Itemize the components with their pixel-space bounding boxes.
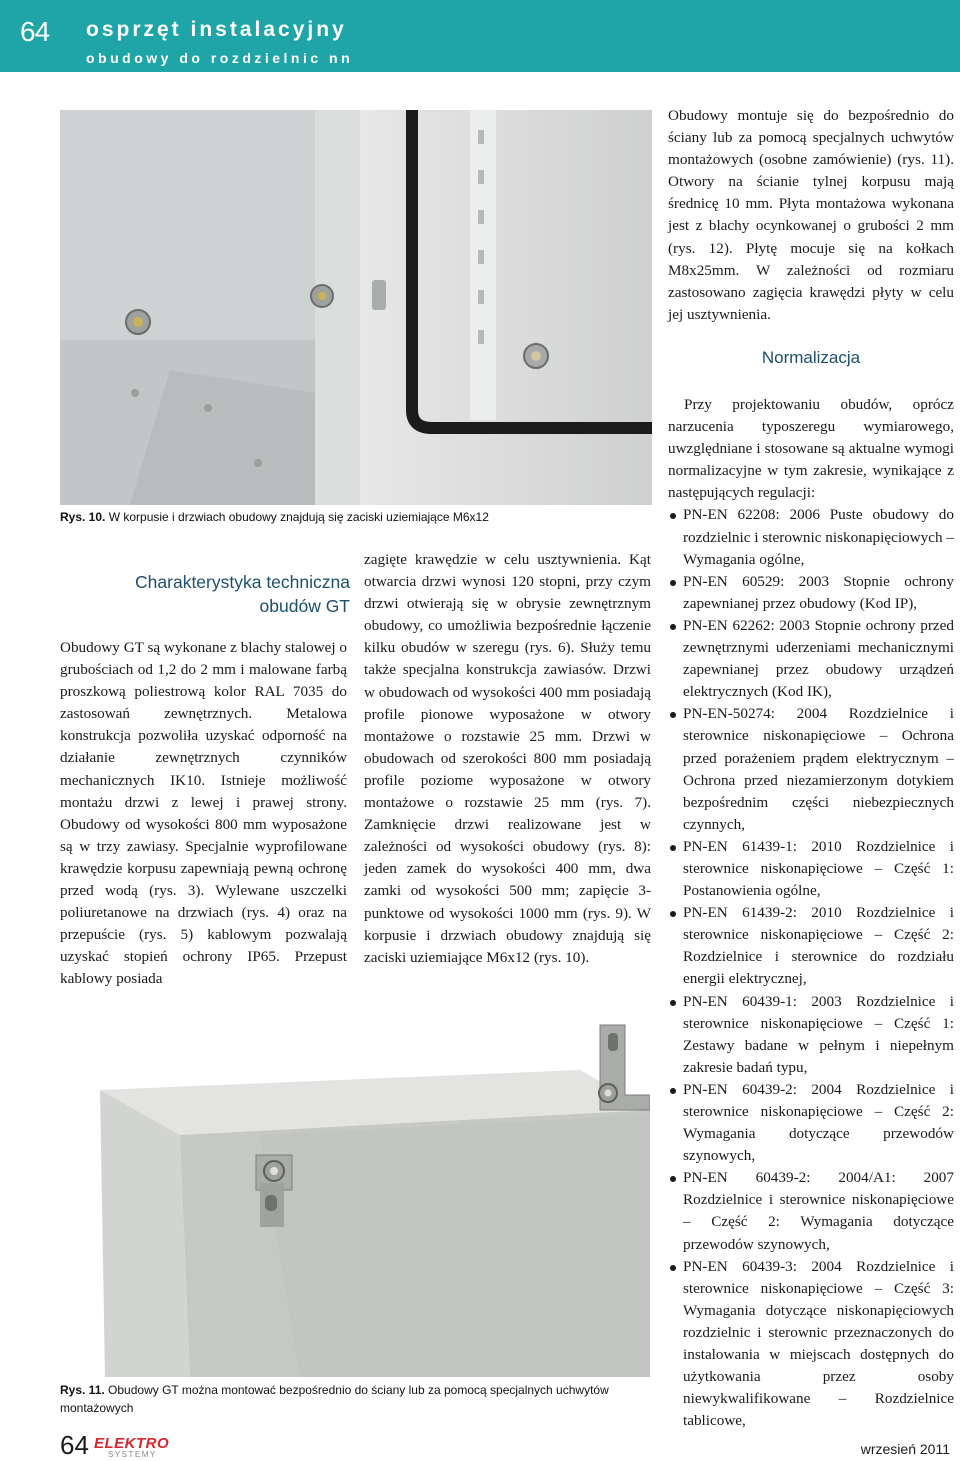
norm-item: PN-EN 60439-3: 2004 Rozdzielnice i sterownice niskonapięciowe – Część 3: Wymagania dotyczące niskonapięciowych rozdzielnic i sterownic przeznaczonych do instalowania w miejscach dostępnych do użytkowania przez osoby niewykwalifikowane – Rozdzielnice tablicowe, (668, 1256, 954, 1433)
norm-item: PN-EN 60439-2: 2004/A1: 2007 Rozdzielnice i sterownice niskonapięciowe – Część 2: Wymagania dotyczące przewodów szynowych, (668, 1167, 954, 1255)
figure1-caption (60, 508, 660, 526)
logo-wordmark: ELEKTRO (94, 1435, 170, 1452)
norm-item: PN-EN 60439-1: 2003 Rozdzielnice i sterownice niskonapięciowe – Część 1: Zestawy badane w pełnym i niepełnym zakresie badań typu, (668, 991, 954, 1079)
figure2-caption-text: Obudowy GT można montować bezpośrednio do ściany lub za pomocą specjalnych uchwytów montażowych (60, 1383, 609, 1415)
norm-item: PN-EN 62208: 2006 Puste obudowy do rozdzielnic i sterownic niskonapięciowych – Wymagania ogólne, (668, 504, 954, 570)
bullet-icon (670, 580, 676, 586)
norms-list (668, 504, 954, 1432)
norm-item: PN-EN 61439-1: 2010 Rozdzielnice i sterownice niskonapięciowe – Część 1: Postanowienia ogólne, (668, 836, 954, 902)
norm-item: PN-EN-50274: 2004 Rozdzielnice i sterownice niskonapięciowe – Ochrona przed porażeniem prądem elektrycznym – Ochrona przed niezamierzonym dotykiem bezpośrednim części niebezpiecznych czynnych, (668, 703, 954, 836)
logo-subtext: SYSTEMY (108, 1450, 157, 1459)
normalizacja-heading: Normalizacja (761, 348, 861, 367)
bullet-icon (670, 1000, 676, 1006)
header-subtitle: obudowy do rozdzielnic nn (86, 50, 354, 66)
section-title (60, 570, 350, 618)
norm-item: PN-EN 62262: 2003 Stopnie ochrony przed zewnętrznymi uderzeniami mechanicznymi zapewnianej przez obudowy urządzeń elektrycznych (Kod IK), (668, 615, 954, 703)
normalizacja-block (668, 394, 954, 1432)
footer-date: wrzesień 2011 (860, 1441, 950, 1457)
figure1-caption-label: Rys. 10. (60, 510, 106, 524)
footer-page-number: 64 (60, 1430, 89, 1460)
bullet-icon (670, 845, 676, 851)
elektro-systemy-logo (94, 1437, 174, 1461)
bullet-icon (670, 911, 676, 917)
bullet-icon (670, 1088, 676, 1094)
section-title-line2: obudów GT (259, 596, 350, 616)
figure2-caption-label: Rys. 11. (60, 1383, 105, 1397)
bullet-icon (670, 624, 676, 630)
header-title: osprzęt instalacyjny (86, 18, 347, 41)
norm-item: PN-EN 60529: 2003 Stopnie ochrony zapewnianej przez obudowy (Kod IP), (668, 571, 954, 615)
normalizacja-intro: Przy projektowaniu obudów, oprócz narzucenia typoszeregu wymiarowego, uwzględniane i stosowane są aktualne wymogi normalizacyjne w tym zakresie, wynikające z następujących regulacji: (668, 396, 954, 502)
photo-enclosure-mounting-brackets (60, 1015, 650, 1377)
bullet-icon (670, 513, 676, 519)
section-title-line1: Charakterystyka techniczna (135, 572, 350, 592)
figure1-caption-text: W korpusie i drzwiach obudowy znajdują się zaciski uziemiające M6x12 (105, 510, 489, 524)
norm-item: PN-EN 60439-2: 2004 Rozdzielnice i sterownice niskonapięciowe – Część 2: Wymagania dotyczące przewodów szynowych, (668, 1079, 954, 1167)
photo-enclosure-open-door (60, 110, 652, 505)
header-page-number: 64 (20, 16, 50, 47)
body-column-1: Obudowy GT są wykonane z blachy stalowej o grubościach od 1,2 do 2 mm i malowane farbą proszkową poliestrową kolor RAL 7035 do zastosowań zewnętrznych. Metalowa konstrukcja pozwoliła uzyskać odporność na działanie zewnętrznych czynników mechanicznych IK10. Istnieje możliwość montażu drzwi z lewej i prawej strony. Obudowy od wysokości 800 mm wyposażone są w trzy zawiasy. Specjalnie wyprofilowane krawędzie korpusu zapewniają pewną ochronę przed wodą (rys. 3). Wylewane uszczelki poliuretanowe na drzwiach (rys. 4) oraz na przepuście (rys. 5) kablowym pozwalają uzyskać stopień ochrony IP65. Przepust kablowy posiada (60, 639, 347, 988)
bullet-icon (670, 1176, 676, 1182)
figure2-caption (60, 1381, 660, 1417)
norm-item: PN-EN 61439-2: 2010 Rozdzielnice i sterownice niskonapięciowe – Część 2: Rozdzielnice i sterownice do rozdziału energii elektrycznej, (668, 902, 954, 990)
body-column-2: zagięte krawędzie w celu usztywnienia. Kąt otwarcia drzwi wynosi 120 stopni, przy czym drzwi otwierają się w obrysie zewnętrznym obudowy, co umożliwia bezpośrednie łączenie kilku obudów w szeregu (rys. 6). Służy temu także specjalna konstrukcja zawiasów. Drzwi w obudowach od wysokości 400 mm posiadają profile pionowe wyposażone w otwory montażowe o rozstawie 25 mm. Drzwi w obudowach od szerokości 800 mm posiadają profile poziome wyposażone w otwory montażowe o rozstawie 25 mm (rys. 7). Zamknięcie drzwi realizowane jest w zależności od wysokości obudowy (rys. 8): jeden zamek do wysokości 400 mm, dwa zamki od wysokości 500 mm; zapięcie 3-punktowe od wysokości 1000 mm (rys. 9). W korpusie i drzwiach obudowy znajdują się zaciski uziemiające M6x12 (rys. 10). (364, 551, 651, 966)
bullet-icon (670, 1265, 676, 1271)
bullet-icon (670, 712, 676, 718)
body-column-3-top: Obudowy montuje się do bezpośrednio do ściany lub za pomocą specjalnych uchwytów montażowych (osobne zamówienie) (rys. 11). Otwory na ścianie tylnej korpusu mają średnicę 10 mm. Płyta montażowa wykonana jest z blachy ocynkowanej o grubości 2 mm (rys. 12). Płytę mocuje się na kołkach M8x25mm. W zależności od rozmiaru zastosowano zagięcia krawędzi płyty w celu jej usztywnienia. (668, 107, 954, 323)
